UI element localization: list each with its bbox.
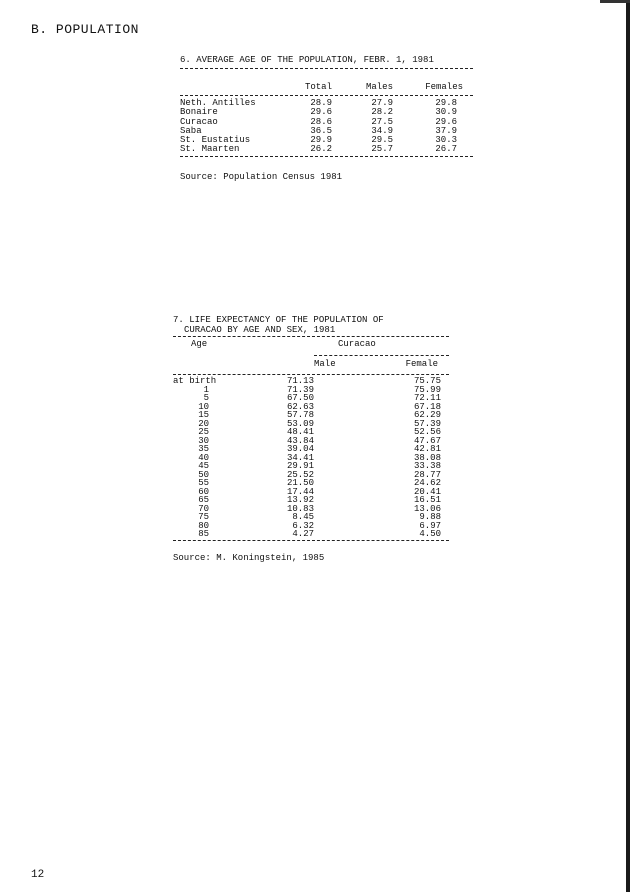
cell-total: 36.5 — [310, 125, 332, 136]
cell-female: 4.50 — [419, 529, 441, 539]
cell-male: 13.92 — [286, 495, 314, 505]
cell-male: 62.63 — [286, 401, 314, 412]
cell-male: 21.50 — [286, 478, 314, 488]
cell-females: 29.6 — [435, 116, 457, 127]
cell-male: 48.41 — [286, 427, 314, 437]
cell-male: 10.83 — [286, 503, 314, 514]
cell-age: 70 — [198, 503, 209, 514]
cell-female: 13.06 — [413, 503, 441, 514]
cell-age: 35 — [198, 444, 209, 454]
cell-females: 37.9 — [435, 125, 457, 136]
header-age: Age — [191, 339, 208, 349]
table-body — [180, 99, 473, 155]
cell-female: 57.39 — [413, 418, 441, 429]
row-label: Neth. Antilles — [180, 98, 256, 108]
divider — [180, 68, 473, 69]
cell-age: 10 — [198, 401, 209, 412]
header-male: Male — [314, 359, 336, 369]
cell-female: 6.97 — [419, 520, 441, 531]
cell-female: 75.99 — [413, 384, 441, 395]
cell-age: 30 — [198, 435, 209, 446]
cell-male: 8.45 — [292, 512, 314, 522]
divider — [173, 374, 449, 375]
cell-age: 25 — [198, 427, 209, 437]
table-body — [173, 377, 449, 539]
table-life-expectancy — [173, 315, 449, 563]
cell-female: 33.38 — [413, 461, 441, 471]
cell-male: 57.78 — [286, 410, 314, 420]
cell-age: 20 — [198, 418, 209, 429]
row-label: St. Maarten — [180, 144, 240, 155]
cell-male: 25.52 — [286, 469, 314, 480]
cell-female: 42.81 — [413, 444, 441, 454]
cell-males: 25.7 — [371, 144, 393, 155]
cell-age: 15 — [198, 410, 209, 420]
cell-age: 50 — [198, 469, 209, 480]
section-title: B. POPULATION — [31, 22, 139, 37]
divider — [180, 156, 473, 157]
cell-female: 20.41 — [413, 486, 441, 497]
header-total: Total — [304, 82, 332, 92]
divider — [173, 336, 449, 337]
cell-female: 75.75 — [413, 376, 441, 386]
header-female: Female — [405, 359, 438, 369]
header-females: Females — [425, 82, 463, 92]
table-row — [173, 530, 449, 539]
cell-age: 80 — [198, 520, 209, 531]
cell-males: 34.9 — [371, 125, 393, 136]
divider — [173, 540, 449, 541]
cell-age: 85 — [198, 529, 209, 539]
cell-male: 6.32 — [292, 520, 314, 531]
cell-male: 4.27 — [292, 529, 314, 539]
cell-male: 53.09 — [286, 418, 314, 429]
cell-females: 26.7 — [435, 144, 457, 155]
cell-age: 55 — [198, 478, 209, 488]
cell-male: 71.39 — [286, 384, 314, 395]
cell-females: 29.8 — [435, 98, 457, 108]
source-note: Source: M. Koningstein, 1985 — [173, 552, 325, 563]
table-title-line1: 7. LIFE EXPECTANCY OF THE POPULATION OF — [173, 315, 384, 325]
cell-male: 67.50 — [286, 393, 314, 403]
divider — [180, 95, 473, 96]
cell-total: 28.9 — [310, 98, 332, 108]
row-label: Curacao — [180, 116, 218, 127]
cell-female: 38.08 — [413, 452, 441, 463]
cell-female: 52.56 — [413, 427, 441, 437]
cell-female: 62.29 — [413, 410, 441, 420]
cell-female: 16.51 — [413, 495, 441, 505]
cell-age: 40 — [198, 452, 209, 463]
table-title-line2: CURACAO BY AGE AND SEX, 1981 — [184, 325, 336, 335]
cell-male: 34.41 — [286, 452, 314, 463]
cell-male: 29.91 — [286, 461, 314, 471]
header-males: Males — [365, 82, 393, 92]
cell-age: 65 — [198, 495, 209, 505]
table-group-header-row — [173, 340, 449, 350]
cell-age: 5 — [203, 393, 209, 403]
cell-female: 28.77 — [413, 469, 441, 480]
cell-female: 9.88 — [419, 512, 441, 522]
cell-age: 60 — [198, 486, 209, 497]
divider — [314, 355, 449, 356]
cell-male: 39.04 — [286, 444, 314, 454]
source-note: Source: Population Census 1981 — [180, 171, 343, 182]
cell-total: 29.6 — [310, 107, 332, 118]
cell-females: 30.3 — [435, 135, 457, 146]
cell-female: 47.67 — [413, 435, 441, 446]
cell-age: 45 — [198, 461, 209, 471]
table-title: 6. AVERAGE AGE OF THE POPULATION, FEBR. 1, 1981 — [180, 55, 434, 65]
page-edge-top — [600, 0, 630, 3]
row-label: Bonaire — [180, 107, 218, 118]
header-curacao: Curacao — [338, 339, 376, 349]
table-header-row — [180, 83, 473, 93]
cell-female: 24.62 — [413, 478, 441, 488]
cell-female: 72.11 — [413, 393, 441, 403]
cell-males: 29.5 — [371, 135, 393, 146]
table-average-age — [180, 55, 473, 182]
cell-males: 27.9 — [371, 98, 393, 108]
cell-total: 26.2 — [310, 144, 332, 155]
row-label: St. Eustatius — [180, 135, 251, 146]
cell-total: 28.6 — [310, 116, 332, 127]
cell-age: at birth — [173, 376, 217, 386]
table-sub-header-row — [173, 360, 449, 370]
cell-females: 30.9 — [435, 107, 457, 118]
cell-male: 71.13 — [286, 376, 314, 386]
cell-total: 29.9 — [310, 135, 332, 146]
table-row — [180, 145, 473, 154]
page-number: 12 — [31, 869, 45, 881]
cell-female: 67.18 — [413, 401, 441, 412]
page-edge-shadow — [626, 0, 630, 892]
cell-males: 28.2 — [371, 107, 393, 118]
cell-age: 1 — [203, 384, 209, 395]
cell-male: 43.84 — [286, 435, 314, 446]
cell-male: 17.44 — [286, 486, 314, 497]
cell-males: 27.5 — [371, 116, 393, 127]
row-label: Saba — [180, 125, 202, 136]
cell-age: 75 — [198, 512, 209, 522]
